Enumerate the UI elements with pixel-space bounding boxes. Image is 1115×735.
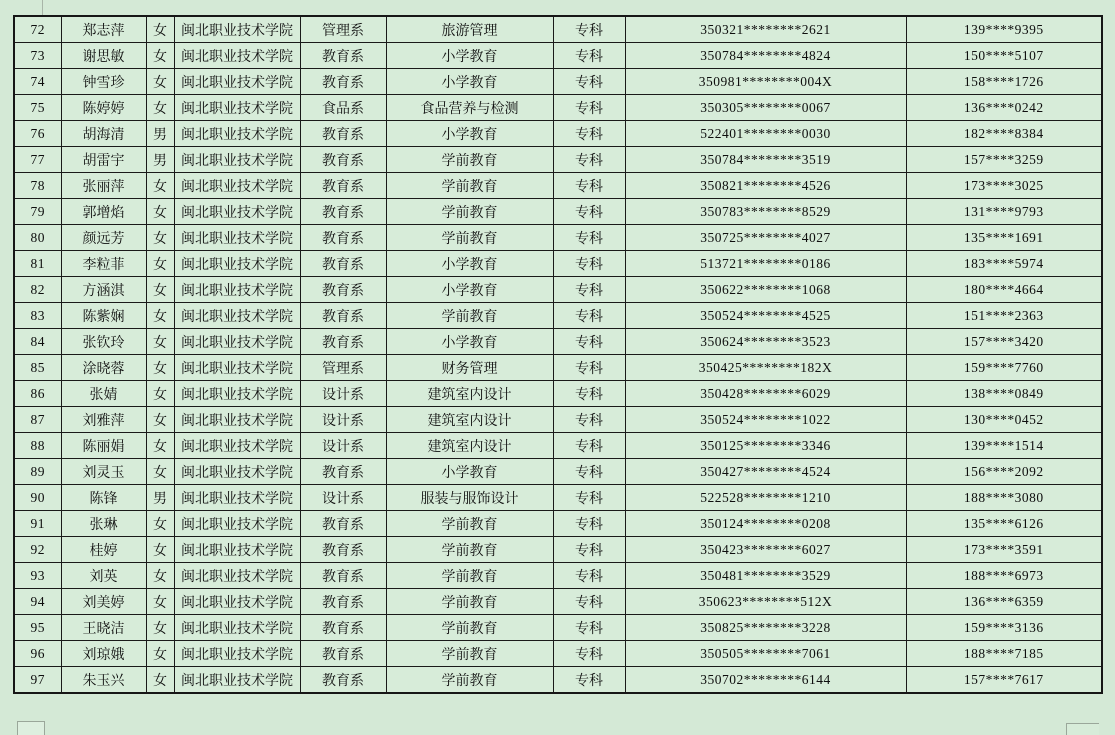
cell-major[interactable]: 学前教育 — [386, 199, 553, 225]
cell-no[interactable]: 83 — [14, 303, 61, 329]
cell-level[interactable]: 专科 — [553, 485, 625, 511]
cell-major[interactable]: 学前教育 — [386, 615, 553, 641]
cell-id_number[interactable]: 350423********6027 — [625, 537, 906, 563]
table-row — [14, 43, 1102, 69]
cell-level[interactable]: 专科 — [553, 147, 625, 173]
cell-level[interactable]: 专科 — [553, 95, 625, 121]
table-row — [14, 69, 1102, 95]
cell-school[interactable]: 闽北职业技术学院 — [174, 433, 300, 459]
cell-id_number[interactable]: 350524********1022 — [625, 407, 906, 433]
cell-level[interactable]: 专科 — [553, 589, 625, 615]
cell-name[interactable]: 桂婷 — [61, 537, 146, 563]
cell-no[interactable]: 88 — [14, 433, 61, 459]
cell-name[interactable]: 张丽萍 — [61, 173, 146, 199]
cell-dept[interactable]: 教育系 — [300, 303, 386, 329]
cell-gender[interactable]: 女 — [146, 381, 174, 407]
cell-level[interactable]: 专科 — [553, 251, 625, 277]
cell-id_number[interactable]: 350981********004X — [625, 69, 906, 95]
cell-dept[interactable]: 设计系 — [300, 407, 386, 433]
table-row — [14, 589, 1102, 615]
cell-dept[interactable]: 设计系 — [300, 381, 386, 407]
cell-major[interactable]: 学前教育 — [386, 563, 553, 589]
cell-level[interactable]: 专科 — [553, 667, 625, 694]
cell-school[interactable]: 闽北职业技术学院 — [174, 43, 300, 69]
cell-school[interactable]: 闽北职业技术学院 — [174, 511, 300, 537]
cell-no[interactable]: 72 — [14, 16, 61, 43]
cell-no[interactable]: 96 — [14, 641, 61, 667]
cell-id_number[interactable]: 350427********4524 — [625, 459, 906, 485]
cell-phone[interactable]: 188****7185 — [906, 641, 1102, 667]
cell-dept[interactable]: 设计系 — [300, 433, 386, 459]
cell-gender[interactable]: 女 — [146, 95, 174, 121]
cell-level[interactable]: 专科 — [553, 407, 625, 433]
cell-phone[interactable]: 136****0242 — [906, 95, 1102, 121]
cell-name[interactable]: 涂晓蓉 — [61, 355, 146, 381]
cell-name[interactable]: 胡雷宇 — [61, 147, 146, 173]
cell-id_number[interactable]: 350725********4027 — [625, 225, 906, 251]
cell-level[interactable]: 专科 — [553, 511, 625, 537]
cell-phone[interactable]: 150****5107 — [906, 43, 1102, 69]
cell-dept[interactable]: 教育系 — [300, 511, 386, 537]
cell-name[interactable]: 刘灵玉 — [61, 459, 146, 485]
cell-major[interactable]: 学前教育 — [386, 225, 553, 251]
cell-name[interactable]: 刘琼娥 — [61, 641, 146, 667]
cell-gender[interactable]: 女 — [146, 459, 174, 485]
cell-name[interactable]: 陈婷婷 — [61, 95, 146, 121]
cell-dept[interactable]: 管理系 — [300, 16, 386, 43]
cell-level[interactable]: 专科 — [553, 277, 625, 303]
cell-no[interactable]: 77 — [14, 147, 61, 173]
cell-gender[interactable]: 男 — [146, 485, 174, 511]
cell-phone[interactable]: 136****6359 — [906, 589, 1102, 615]
cell-id_number[interactable]: 350623********512X — [625, 589, 906, 615]
cell-major[interactable]: 学前教育 — [386, 303, 553, 329]
cell-id_number[interactable]: 350622********1068 — [625, 277, 906, 303]
cell-gender[interactable]: 女 — [146, 589, 174, 615]
cell-dept[interactable]: 教育系 — [300, 251, 386, 277]
cell-level[interactable]: 专科 — [553, 355, 625, 381]
table-row — [14, 563, 1102, 589]
cell-gender[interactable]: 女 — [146, 225, 174, 251]
cell-school[interactable]: 闽北职业技术学院 — [174, 251, 300, 277]
cell-name[interactable]: 颜远芳 — [61, 225, 146, 251]
partial-cell-bottom-right — [1066, 723, 1099, 735]
cell-phone[interactable]: 173****3591 — [906, 537, 1102, 563]
cell-name[interactable]: 李粒菲 — [61, 251, 146, 277]
cell-major[interactable]: 小学教育 — [386, 277, 553, 303]
cell-school[interactable]: 闽北职业技术学院 — [174, 485, 300, 511]
cell-school[interactable]: 闽北职业技术学院 — [174, 537, 300, 563]
cell-phone[interactable]: 139****1514 — [906, 433, 1102, 459]
cell-dept[interactable]: 设计系 — [300, 485, 386, 511]
cell-no[interactable]: 76 — [14, 121, 61, 147]
cell-id_number[interactable]: 350425********182X — [625, 355, 906, 381]
table-row — [14, 407, 1102, 433]
cell-phone[interactable]: 130****0452 — [906, 407, 1102, 433]
cell-phone[interactable]: 188****3080 — [906, 485, 1102, 511]
cell-phone[interactable]: 158****1726 — [906, 69, 1102, 95]
cell-id_number[interactable]: 350783********8529 — [625, 199, 906, 225]
cell-name[interactable]: 陈紫娴 — [61, 303, 146, 329]
cell-gender[interactable]: 女 — [146, 16, 174, 43]
cell-phone[interactable]: 182****8384 — [906, 121, 1102, 147]
cell-major[interactable]: 小学教育 — [386, 121, 553, 147]
cell-dept[interactable]: 教育系 — [300, 459, 386, 485]
cell-level[interactable]: 专科 — [553, 199, 625, 225]
cell-major[interactable]: 小学教育 — [386, 251, 553, 277]
cell-school[interactable]: 闽北职业技术学院 — [174, 147, 300, 173]
cell-school[interactable]: 闽北职业技术学院 — [174, 381, 300, 407]
cell-no[interactable]: 87 — [14, 407, 61, 433]
cell-phone[interactable]: 156****2092 — [906, 459, 1102, 485]
cell-id_number[interactable]: 350784********3519 — [625, 147, 906, 173]
cell-dept[interactable]: 教育系 — [300, 43, 386, 69]
cell-phone[interactable]: 139****9395 — [906, 16, 1102, 43]
cell-major[interactable]: 学前教育 — [386, 173, 553, 199]
cell-dept[interactable]: 教育系 — [300, 641, 386, 667]
cell-major[interactable]: 建筑室内设计 — [386, 433, 553, 459]
cell-gender[interactable]: 女 — [146, 69, 174, 95]
cell-id_number[interactable]: 350428********6029 — [625, 381, 906, 407]
table-row — [14, 173, 1102, 199]
cell-dept[interactable]: 教育系 — [300, 537, 386, 563]
cell-major[interactable]: 学前教育 — [386, 589, 553, 615]
cell-id_number[interactable]: 350702********6144 — [625, 667, 906, 694]
cell-gender[interactable]: 女 — [146, 303, 174, 329]
cell-dept[interactable]: 教育系 — [300, 199, 386, 225]
cell-name[interactable]: 朱玉兴 — [61, 667, 146, 694]
cell-school[interactable]: 闽北职业技术学院 — [174, 69, 300, 95]
cell-gender[interactable]: 男 — [146, 121, 174, 147]
cell-name[interactable]: 刘雅萍 — [61, 407, 146, 433]
cell-no[interactable]: 86 — [14, 381, 61, 407]
cell-school[interactable]: 闽北职业技术学院 — [174, 407, 300, 433]
cell-no[interactable]: 90 — [14, 485, 61, 511]
cell-no[interactable]: 91 — [14, 511, 61, 537]
cell-id_number[interactable]: 350784********4824 — [625, 43, 906, 69]
cell-gender[interactable]: 女 — [146, 407, 174, 433]
cell-id_number[interactable]: 350321********2621 — [625, 16, 906, 43]
cell-gender[interactable]: 女 — [146, 615, 174, 641]
cell-phone[interactable]: 180****4664 — [906, 277, 1102, 303]
cell-major[interactable]: 小学教育 — [386, 459, 553, 485]
cell-major[interactable]: 建筑室内设计 — [386, 407, 553, 433]
cell-level[interactable]: 专科 — [553, 381, 625, 407]
cell-id_number[interactable]: 350505********7061 — [625, 641, 906, 667]
cell-school[interactable]: 闽北职业技术学院 — [174, 303, 300, 329]
cell-name[interactable]: 胡海清 — [61, 121, 146, 147]
cell-dept[interactable]: 教育系 — [300, 667, 386, 694]
cell-id_number[interactable]: 350481********3529 — [625, 563, 906, 589]
cell-school[interactable]: 闽北职业技术学院 — [174, 329, 300, 355]
cell-phone[interactable]: 138****0849 — [906, 381, 1102, 407]
cell-school[interactable]: 闽北职业技术学院 — [174, 563, 300, 589]
cell-major[interactable]: 小学教育 — [386, 43, 553, 69]
cell-phone[interactable]: 183****5974 — [906, 251, 1102, 277]
cell-school[interactable]: 闽北职业技术学院 — [174, 615, 300, 641]
table-row — [14, 355, 1102, 381]
cell-no[interactable]: 94 — [14, 589, 61, 615]
cell-no[interactable]: 93 — [14, 563, 61, 589]
cell-school[interactable]: 闽北职业技术学院 — [174, 641, 300, 667]
cell-no[interactable]: 73 — [14, 43, 61, 69]
cell-no[interactable]: 82 — [14, 277, 61, 303]
cell-gender[interactable]: 女 — [146, 641, 174, 667]
table-row — [14, 251, 1102, 277]
cell-gender[interactable]: 女 — [146, 251, 174, 277]
cell-phone[interactable]: 188****6973 — [906, 563, 1102, 589]
cell-school[interactable]: 闽北职业技术学院 — [174, 589, 300, 615]
cell-gender[interactable]: 女 — [146, 667, 174, 694]
table-row — [14, 537, 1102, 563]
cell-gender[interactable]: 女 — [146, 329, 174, 355]
table-row — [14, 95, 1102, 121]
cell-phone[interactable]: 157****7617 — [906, 667, 1102, 694]
cell-gender[interactable]: 女 — [146, 537, 174, 563]
cell-school[interactable]: 闽北职业技术学院 — [174, 277, 300, 303]
cell-dept[interactable]: 教育系 — [300, 121, 386, 147]
cell-major[interactable]: 旅游管理 — [386, 16, 553, 43]
partial-cell-bottom-left — [17, 721, 45, 735]
cell-no[interactable]: 95 — [14, 615, 61, 641]
cell-id_number[interactable]: 513721********0186 — [625, 251, 906, 277]
cell-level[interactable]: 专科 — [553, 329, 625, 355]
cell-dept[interactable]: 管理系 — [300, 355, 386, 381]
cell-level[interactable]: 专科 — [553, 225, 625, 251]
cell-id_number[interactable]: 522401********0030 — [625, 121, 906, 147]
cell-no[interactable]: 78 — [14, 173, 61, 199]
cell-major[interactable]: 财务管理 — [386, 355, 553, 381]
cell-name[interactable]: 郑志萍 — [61, 16, 146, 43]
cell-dept[interactable]: 教育系 — [300, 563, 386, 589]
cell-gender[interactable]: 女 — [146, 511, 174, 537]
cell-school[interactable]: 闽北职业技术学院 — [174, 199, 300, 225]
cell-gender[interactable]: 女 — [146, 563, 174, 589]
table-row — [14, 381, 1102, 407]
cell-level[interactable]: 专科 — [553, 459, 625, 485]
cell-name[interactable]: 刘美婷 — [61, 589, 146, 615]
cell-school[interactable]: 闽北职业技术学院 — [174, 121, 300, 147]
cell-level[interactable]: 专科 — [553, 173, 625, 199]
cell-no[interactable]: 81 — [14, 251, 61, 277]
cell-no[interactable]: 80 — [14, 225, 61, 251]
cell-major[interactable]: 学前教育 — [386, 537, 553, 563]
cell-no[interactable]: 84 — [14, 329, 61, 355]
cell-major[interactable]: 学前教育 — [386, 511, 553, 537]
cell-name[interactable]: 王晓洁 — [61, 615, 146, 641]
cell-level[interactable]: 专科 — [553, 433, 625, 459]
cell-no[interactable]: 75 — [14, 95, 61, 121]
cell-name[interactable]: 张婧 — [61, 381, 146, 407]
table-row — [14, 433, 1102, 459]
cell-no[interactable]: 74 — [14, 69, 61, 95]
cell-no[interactable]: 79 — [14, 199, 61, 225]
cell-dept[interactable]: 教育系 — [300, 615, 386, 641]
cell-level[interactable]: 专科 — [553, 641, 625, 667]
cell-name[interactable]: 谢思敏 — [61, 43, 146, 69]
cell-level[interactable]: 专科 — [553, 303, 625, 329]
cell-no[interactable]: 97 — [14, 667, 61, 694]
cell-major[interactable]: 食品营养与检测 — [386, 95, 553, 121]
cell-school[interactable]: 闽北职业技术学院 — [174, 16, 300, 43]
cell-name[interactable]: 方涵淇 — [61, 277, 146, 303]
cell-phone[interactable]: 157****3420 — [906, 329, 1102, 355]
cell-id_number[interactable]: 350125********3346 — [625, 433, 906, 459]
cell-dept[interactable]: 教育系 — [300, 329, 386, 355]
cell-major[interactable]: 小学教育 — [386, 69, 553, 95]
cell-phone[interactable]: 159****7760 — [906, 355, 1102, 381]
cell-gender[interactable]: 女 — [146, 277, 174, 303]
table-row — [14, 277, 1102, 303]
cell-dept[interactable]: 教育系 — [300, 173, 386, 199]
cell-major[interactable]: 学前教育 — [386, 641, 553, 667]
cell-gender[interactable]: 女 — [146, 433, 174, 459]
cell-school[interactable]: 闽北职业技术学院 — [174, 225, 300, 251]
cell-no[interactable]: 85 — [14, 355, 61, 381]
cell-gender[interactable]: 女 — [146, 355, 174, 381]
cell-level[interactable]: 专科 — [553, 43, 625, 69]
table-row — [14, 16, 1102, 43]
cell-name[interactable]: 郭增焰 — [61, 199, 146, 225]
cell-major[interactable]: 服装与服饰设计 — [386, 485, 553, 511]
cell-id_number[interactable]: 350624********3523 — [625, 329, 906, 355]
cell-school[interactable]: 闽北职业技术学院 — [174, 173, 300, 199]
cell-id_number[interactable]: 350821********4526 — [625, 173, 906, 199]
cell-dept[interactable]: 教育系 — [300, 277, 386, 303]
cell-phone[interactable]: 173****3025 — [906, 173, 1102, 199]
cell-school[interactable]: 闽北职业技术学院 — [174, 459, 300, 485]
cell-dept[interactable]: 教育系 — [300, 589, 386, 615]
cell-gender[interactable]: 女 — [146, 199, 174, 225]
cell-name[interactable]: 钟雪珍 — [61, 69, 146, 95]
cell-dept[interactable]: 教育系 — [300, 225, 386, 251]
cell-no[interactable]: 89 — [14, 459, 61, 485]
cell-name[interactable]: 陈锋 — [61, 485, 146, 511]
cell-id_number[interactable]: 350524********4525 — [625, 303, 906, 329]
cell-gender[interactable]: 女 — [146, 173, 174, 199]
cell-level[interactable]: 专科 — [553, 16, 625, 43]
cell-phone[interactable]: 157****3259 — [906, 147, 1102, 173]
cell-dept[interactable]: 教育系 — [300, 147, 386, 173]
cell-name[interactable]: 陈丽娟 — [61, 433, 146, 459]
cell-level[interactable]: 专科 — [553, 537, 625, 563]
cell-id_number[interactable]: 522528********1210 — [625, 485, 906, 511]
cell-dept[interactable]: 教育系 — [300, 69, 386, 95]
gridline-artifact-top — [42, 0, 43, 15]
cell-school[interactable]: 闽北职业技术学院 — [174, 355, 300, 381]
table-row — [14, 485, 1102, 511]
table-row — [14, 667, 1102, 694]
cell-major[interactable]: 学前教育 — [386, 667, 553, 694]
table-row — [14, 303, 1102, 329]
cell-major[interactable]: 小学教育 — [386, 329, 553, 355]
cell-id_number[interactable]: 350124********0208 — [625, 511, 906, 537]
cell-major[interactable]: 建筑室内设计 — [386, 381, 553, 407]
cell-phone[interactable]: 159****3136 — [906, 615, 1102, 641]
cell-phone[interactable]: 151****2363 — [906, 303, 1102, 329]
table-row — [14, 199, 1102, 225]
cell-school[interactable]: 闽北职业技术学院 — [174, 667, 300, 694]
cell-gender[interactable]: 女 — [146, 43, 174, 69]
cell-id_number[interactable]: 350825********3228 — [625, 615, 906, 641]
table-row — [14, 511, 1102, 537]
cell-name[interactable]: 张钦玲 — [61, 329, 146, 355]
cell-gender[interactable]: 男 — [146, 147, 174, 173]
cell-dept[interactable]: 食品系 — [300, 95, 386, 121]
student-table-body — [14, 16, 1102, 693]
cell-level[interactable]: 专科 — [553, 563, 625, 589]
cell-school[interactable]: 闽北职业技术学院 — [174, 95, 300, 121]
cell-no[interactable]: 92 — [14, 537, 61, 563]
table-row — [14, 225, 1102, 251]
cell-level[interactable]: 专科 — [553, 615, 625, 641]
table-row — [14, 615, 1102, 641]
cell-phone[interactable]: 135****1691 — [906, 225, 1102, 251]
table-row — [14, 641, 1102, 667]
student-roster-table — [13, 15, 1103, 694]
cell-level[interactable]: 专科 — [553, 69, 625, 95]
table-row — [14, 121, 1102, 147]
cell-phone[interactable]: 135****6126 — [906, 511, 1102, 537]
cell-level[interactable]: 专科 — [553, 121, 625, 147]
cell-name[interactable]: 刘英 — [61, 563, 146, 589]
cell-phone[interactable]: 131****9793 — [906, 199, 1102, 225]
table-row — [14, 459, 1102, 485]
cell-name[interactable]: 张琳 — [61, 511, 146, 537]
cell-major[interactable]: 学前教育 — [386, 147, 553, 173]
table-row — [14, 329, 1102, 355]
cell-id_number[interactable]: 350305********0067 — [625, 95, 906, 121]
table-row — [14, 147, 1102, 173]
